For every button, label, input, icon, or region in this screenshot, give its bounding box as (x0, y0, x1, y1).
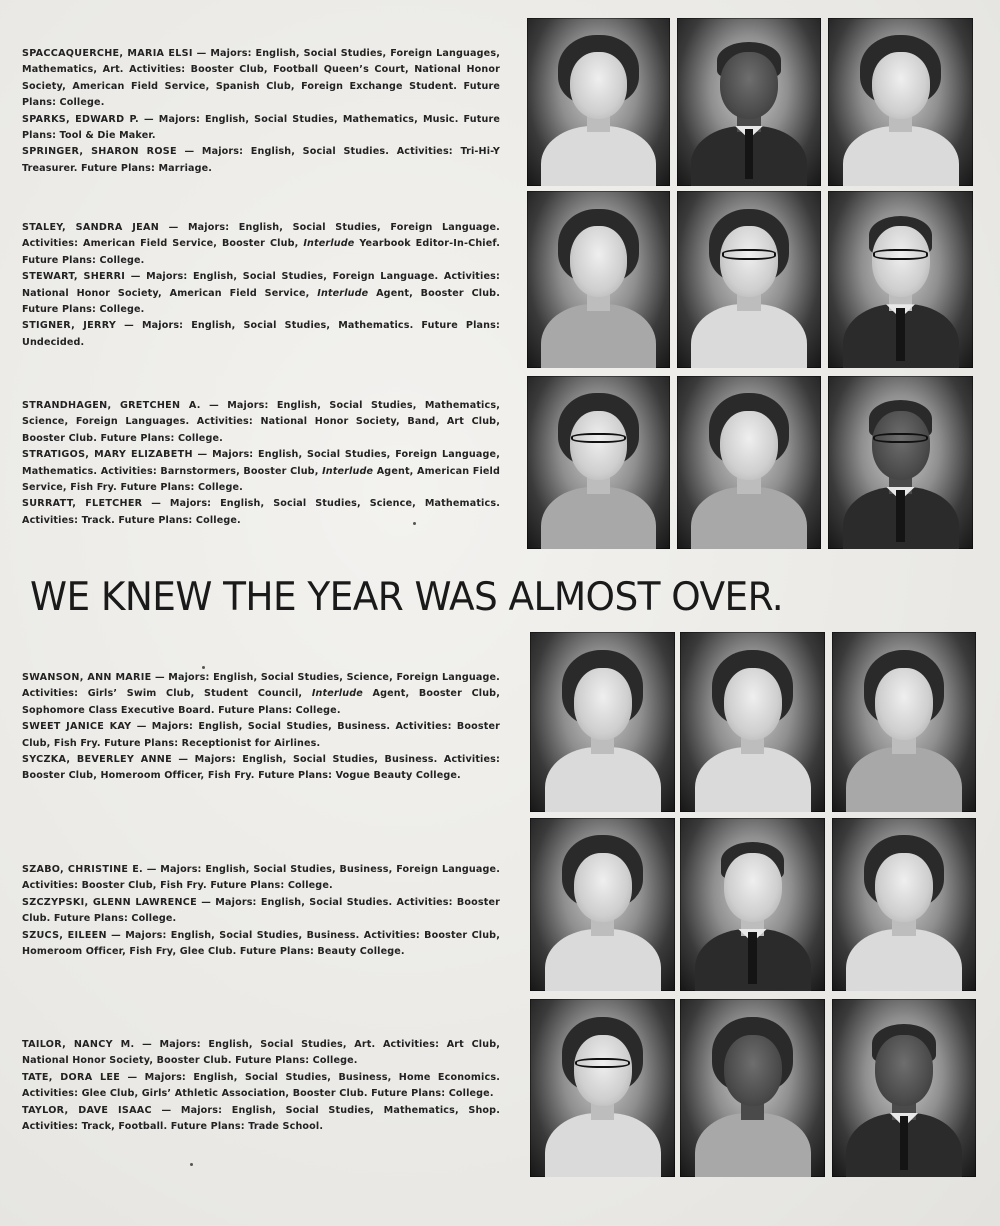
portrait-tie (896, 308, 905, 361)
yearbook-name: Interlude (311, 688, 363, 700)
bio-entry (22, 752, 500, 785)
portrait-staley (527, 191, 670, 368)
portrait-tie (900, 1116, 909, 1169)
portrait-face (720, 52, 778, 119)
student-details: — Majors: English, Social Studies, Foreign Language. Activities: American Field Service, Booster Club, (22, 222, 500, 250)
bio-entry (22, 1037, 500, 1070)
bio-group-2 (22, 220, 500, 351)
portrait-face (570, 226, 627, 297)
portrait-body (541, 304, 655, 368)
student-details: — Majors: English, Social Studies, Business, Home Economics. Activities: Glee Club, Girls’ Athletic Association, Booster Club. Future Plans: College. (22, 1071, 500, 1100)
student-details: — Majors: English, Social Studies, Mathematics, Music. Future Plans: Tool & Die Maker. (22, 113, 501, 142)
portrait-body (545, 747, 661, 812)
student-name: SZABO, CHRISTINE E. (22, 864, 143, 875)
bio-group-6 (22, 1037, 500, 1135)
student-details: Agent, Booster Club, Sophomore Class Executive Board. Future Plans: College. (22, 688, 500, 716)
portrait-face (875, 853, 933, 922)
yearbook-name: Interlude (322, 465, 374, 477)
portrait-glasses (571, 433, 625, 443)
student-name: STEWART, SHERRI (22, 271, 126, 283)
student-details: — Majors: English, Social Studies, Foreign Languages, Mathematics, Art. Activities: Booster Club, Football Queen’s Court, National Honor Society, American Field Service, Spanish Club, Foreign Exchange Student. Future Plans: College. (22, 48, 500, 109)
portrait-spaccaquerche (527, 18, 670, 186)
student-name: SPACCAQUERCHE, MARIA ELSI (22, 48, 193, 59)
student-name: SWANSON, ANN MARIE (22, 672, 152, 683)
student-name: STALEY, SANDRA JEAN (22, 222, 160, 233)
student-details: — Majors: English, Social Studies, Business. Activities: Booster Club, Homeroom Officer, Fish Fry. Future Plans: Vogue Beauty College. (22, 754, 501, 782)
portrait-face (570, 52, 627, 119)
bio-entry (22, 112, 500, 145)
bio-entry (22, 1103, 500, 1136)
student-details: Yearbook Editor-In-Chief. Future Plans: College. (22, 238, 500, 266)
portrait-swanson (530, 632, 675, 812)
portrait-body (843, 126, 959, 186)
portrait-sparks (677, 18, 821, 186)
portrait-face (574, 668, 632, 740)
student-name: SZUCS, EILEEN (22, 929, 107, 941)
portrait-body (846, 929, 961, 991)
portrait-glasses (873, 249, 928, 260)
student-name: STRATIGOS, MARY ELIZABETH (22, 449, 193, 461)
student-name: TATE, DORA LEE (22, 1071, 121, 1083)
portrait-body (695, 747, 811, 812)
student-name: SWEET JANICE KAY (22, 721, 132, 733)
bio-entry (22, 144, 500, 177)
print-speck (190, 1163, 193, 1166)
student-details: — Majors: English, Social Studies, Science, Mathematics. Activities: Track. Future Plans: College. (22, 498, 500, 526)
portrait-taylor (832, 999, 976, 1177)
bio-entry (22, 670, 500, 719)
bio-entry (22, 398, 500, 447)
portrait-face (872, 411, 930, 480)
portrait-body (545, 929, 661, 991)
student-details: — Majors: English, Social Studies, Business. Activities: Booster Club, Homeroom Officer, Fish Fry, Glee Club. Future Plans: Beauty College. (22, 929, 500, 958)
student-details: Agent, American Field Service, Fish Fry. Future Plans: College. (22, 465, 501, 494)
student-details: — Majors: English, Social Studies, Art. Activities: Art Club, National Honor Society, Booster Club. Future Plans: College. (22, 1039, 501, 1067)
portrait-stratigos (677, 376, 821, 549)
portrait-face (720, 226, 778, 297)
print-speck (413, 522, 416, 525)
student-name: SURRATT, FLETCHER (22, 498, 143, 510)
student-details: — Majors: English, Social Studies, Mathematics, Shop. Activities: Track, Football. Future Plans: Trade School. (22, 1104, 500, 1133)
portrait-glasses (873, 433, 928, 443)
student-name: SZCZYPSKI, GLENN LAWRENCE (22, 896, 198, 908)
bio-group-5 (22, 862, 500, 960)
portrait-szabo (530, 818, 675, 991)
portrait-face (872, 226, 930, 297)
portrait-sweet (680, 632, 825, 812)
student-details: — Majors: English, Social Studies, Mathematics, Science, Foreign Languages. Activities: National Honor Society, Band, Art Club, Booster Club. Future Plans: College. (22, 400, 500, 444)
portrait-tie (896, 490, 905, 542)
portrait-body (541, 487, 655, 549)
portrait-body (695, 1113, 811, 1177)
yearbook-name: Interlude (317, 287, 369, 299)
bio-entry (22, 269, 500, 318)
portrait-tie (748, 932, 757, 984)
bio-entry (22, 719, 500, 752)
portrait-face (875, 1035, 933, 1106)
bio-group-3 (22, 398, 500, 529)
portrait-tie (745, 129, 754, 179)
bio-entry (22, 496, 500, 529)
portrait-szucs (832, 818, 976, 991)
student-details: — Majors: English, Social Studies, Foreign Language, Mathematics. Activities: Barnstormers, Booster Club, (22, 449, 500, 477)
bio-entry (22, 318, 500, 351)
yearbook-name: Interlude (303, 238, 355, 250)
portrait-face (574, 1035, 632, 1106)
portrait-face (724, 1035, 782, 1106)
student-details: — Majors: English, Social Studies, Mathematics. Future Plans: Undecided. (22, 320, 500, 348)
portrait-face (724, 668, 782, 740)
portrait-body (545, 1113, 661, 1177)
portrait-springer (828, 18, 973, 186)
portrait-body (691, 487, 806, 549)
student-details: — Majors: English, Social Studies. Activities: Booster Club. Future Plans: College. (22, 896, 501, 925)
student-details: — Majors: English, Social Studies. Activities: Tri-Hi-Y Treasurer. Future Plans: Marriage. (22, 146, 500, 174)
student-details: Agent, Booster Club. Future Plans: College. (22, 287, 500, 316)
portrait-stigner (828, 191, 973, 368)
student-name: STRANDHAGEN, GRETCHEN A. (22, 400, 201, 411)
bio-entry (22, 1070, 500, 1103)
portrait-tailor (530, 999, 675, 1177)
portrait-glasses (575, 1058, 630, 1069)
portrait-surratt (828, 376, 973, 549)
student-details: — Majors: English, Social Studies, Business, Foreign Language. Activities: Booster Club, Fish Fry. Future Plans: College. (22, 864, 501, 892)
portrait-glasses (722, 249, 777, 260)
bio-group-4 (22, 670, 500, 785)
portrait-body (846, 747, 961, 812)
portrait-body (541, 126, 655, 186)
portrait-strandhagen (527, 376, 670, 549)
portrait-face (720, 411, 778, 480)
bio-group-1 (22, 46, 500, 177)
student-details: — Majors: English, Social Studies, Foreign Language. Activities: National Honor Society, American Field Service, (22, 271, 500, 299)
page-headline: WE KNEW THE YEAR WAS ALMOST OVER. (30, 575, 784, 620)
bio-entry (22, 46, 500, 112)
portrait-stewart (677, 191, 821, 368)
bio-entry (22, 895, 500, 928)
portrait-face (574, 853, 632, 922)
student-name: SYCZKA, BEVERLEY ANNE (22, 754, 172, 766)
portrait-face (872, 52, 930, 119)
print-speck (202, 666, 205, 669)
portrait-face (570, 411, 627, 480)
student-name: SPARKS, EDWARD P. (22, 113, 140, 125)
student-name: SPRINGER, SHARON ROSE (22, 146, 177, 158)
portrait-face (875, 668, 933, 740)
student-name: TAILOR, NANCY M. (22, 1039, 135, 1050)
portrait-body (691, 304, 806, 368)
bio-entry (22, 220, 500, 269)
portrait-szczypski (680, 818, 825, 991)
bio-entry (22, 928, 500, 961)
student-name: TAYLOR, DAVE ISAAC (22, 1104, 152, 1116)
portrait-face (724, 853, 782, 922)
portrait-tate (680, 999, 825, 1177)
bio-entry (22, 447, 500, 496)
student-details: — Majors: English, Social Studies, Science, Foreign Language. Activities: Girls’ Swim Club, Student Council, (22, 672, 500, 700)
student-details: — Majors: English, Social Studies, Business. Activities: Booster Club, Fish Fry. Future Plans: Receptionist for Airlines. (22, 721, 500, 749)
portrait-syczka (832, 632, 976, 812)
bio-entry (22, 862, 500, 895)
student-name: STIGNER, JERRY (22, 320, 117, 332)
